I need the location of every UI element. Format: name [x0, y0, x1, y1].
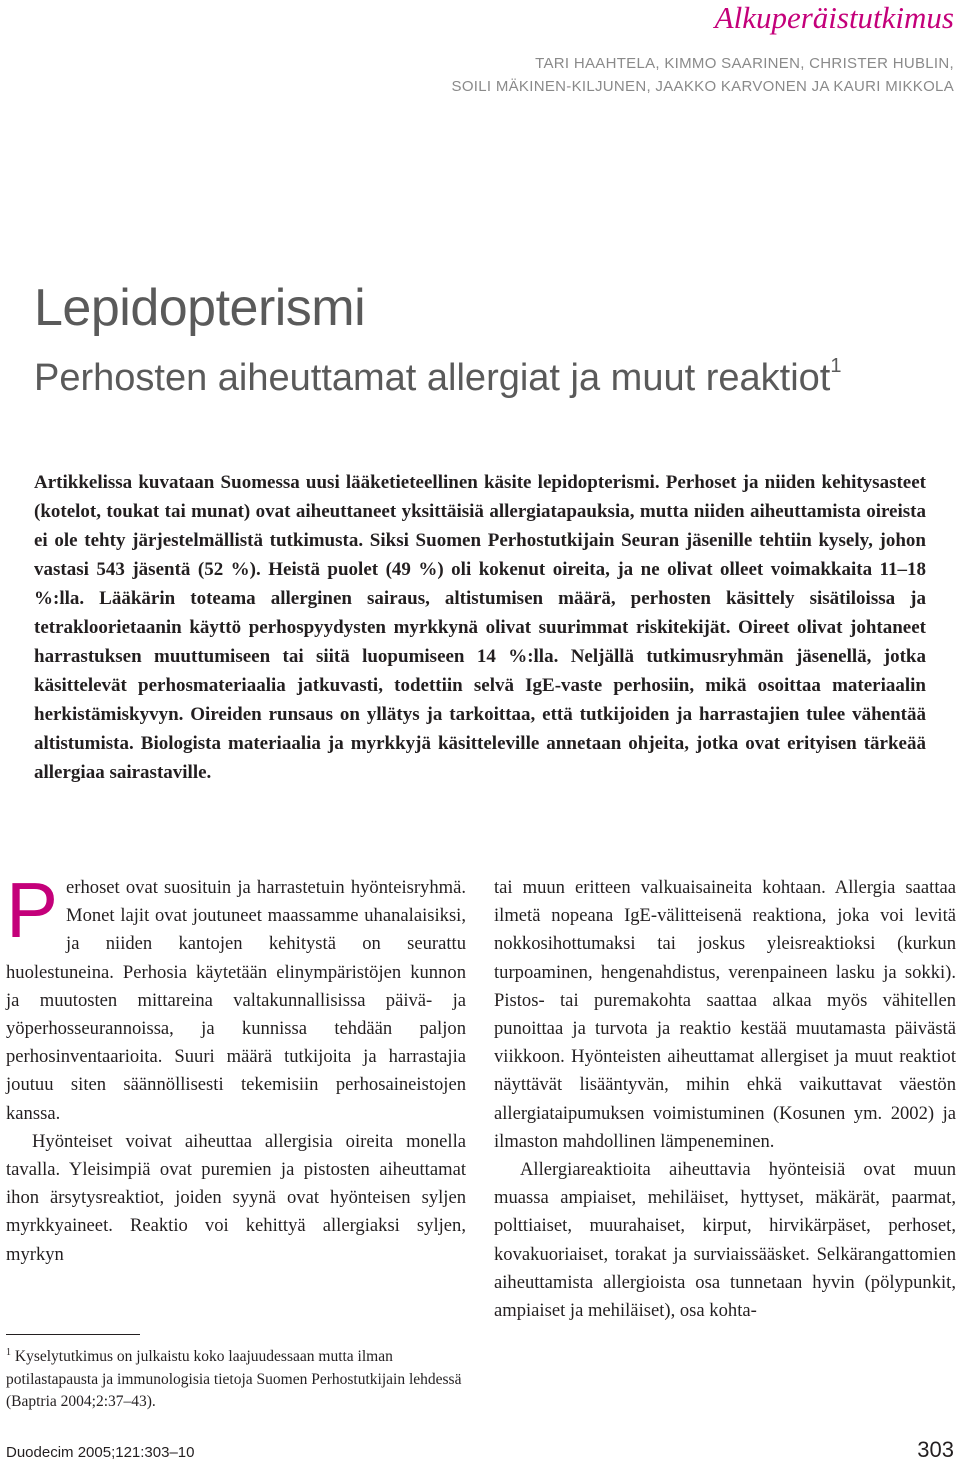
drop-cap: P	[6, 866, 59, 954]
paragraph: tai muun eritteen valkuaisaineita kohtaan. Allergia saattaa ilmetä nopeana IgE-välitteisenä reaktiona, joka voi levitä nokkosihottumaksi tai joskus yleisreaktioksi (kurkun turpoaminen, hengenahdistus, verenpaineen lasku ja sokki). Pistos- tai puremakohta saattaa alkaa myös vähitellen punoittaa ja turvota ja reaktio kestää muutamasta päivästä viikkoon. Hyönteisten aiheuttamat allergiset ja muut reaktiot näyttävät lisääntyvän, mihin ehkä vaikuttavat väestön allergiataipumuksen voimistuminen (Kosunen ym. 2002) ja ilmaston mahdollinen lämpeneminen.	[494, 877, 956, 1152]
paragraph: Allergiareaktioita aiheuttavia hyönteisiä ovat muun muassa ampiaiset, mehiläiset, hyttyset, mäkärät, paarmat, polttiaiset, muurahaiset, kirput, hirvikärpäset, perhoset, kovakuoriaiset, torakat ja surviaissääsket. Selkärangattomien aiheuttamista allergioista osa tunnetaan hyvin (pölypunkit, ampiaiset ja mehiläiset), osa kohta-	[494, 1159, 956, 1322]
footnote-text: Kyselytutkimus on julkaistu koko laajuudessaan mutta ilman potilastapausta ja immunologisia tietoja Suomen Perhostutkijain lehdessä (Baptria 2004;2:37–43).	[6, 1348, 462, 1411]
section-label: Alkuperäistutkimus	[714, 0, 954, 35]
body-column-right	[494, 874, 956, 1325]
paragraph	[6, 866, 466, 1128]
footnote-divider	[6, 1334, 140, 1335]
journal-reference: Duodecim 2005;121:303–10	[6, 1444, 195, 1461]
author-line: SOILI MÄKINEN-KILJUNEN, JAAKKO KARVONEN JA KAURI MIKKOLA	[451, 78, 954, 95]
article-subtitle	[34, 355, 841, 400]
author-line: TARI HAAHTELA, KIMMO SAARINEN, CHRISTER HUBLIN,	[535, 55, 954, 72]
footnote-mark: 1	[830, 355, 842, 377]
body-column-left	[6, 866, 466, 1269]
footnote	[6, 1342, 464, 1414]
article-title: Lepidopterismi	[34, 279, 366, 337]
page-number: 303	[917, 1437, 954, 1462]
subtitle-text: Perhosten aiheuttamat allergiat ja muut reaktiot	[34, 357, 831, 399]
paragraph-text: erhoset ovat suosituin ja harrastetuin hyönteisryhmä. Monet lajit ovat joutuneet maassamme uhanalaisiksi, ja niiden kantojen kehitystä on seurattu huolestuneina. Perhosia käytetään elinympäristöjen kunnon ja muutosten mittareina valtakunnallisissa päivä- ja yöperhosseurannoissa, ja kunnissa tehdään paljon perhosinventaarioita. Suuri määrä tutkijoita ja harrastajia joutuu siten säännöllisesti tekemisiin perhosaineistojen kanssa.	[6, 877, 466, 1124]
author-list	[452, 52, 954, 98]
footnote-number: 1	[6, 1347, 11, 1358]
abstract: Artikkelissa kuvataan Suomessa uusi lääketieteellinen käsite lepidopterismi. Perhoset ja niiden kehitysasteet (kotelot, toukat tai munat) ovat aiheuttaneet yksittäisiä allergiatapauksia, mutta niiden aiheuttamista oireista ei ole tehty järjestelmällistä tutkimusta. Siksi Suomen Perhostutkijain Seuran jäsenille tehtiin kysely, johon vastasi 543 jäsentä (52 %). Heistä puolet (49 %) oli kokenut oireita, ja ne olivat olleet voimakkaita 11–18 %:lla. Lääkärin toteama allerginen sairaus, altistumisen määrä, perhosten käsittely sisätiloissa ja tetrakloorietaanin käyttö perhospyydysten myrkkynä olivat suurimmat riskitekijät. Oireet olivat johtaneet harrastuksen muuttumiseen tai siitä luopumiseen 14 %:lla. Neljällä tutkimusryhmän jäsenellä, jotka käsittelevät perhosmateriaalia jatkuvasti, todettiin selvä IgE-vaste perhosiin, mikä osoittaa materiaalin herkistämiskyvyn. Oireiden runsaus on yllätys ja tarkoittaa, että tutkijoiden ja harrastajien tulee vähentää altistumista. Biologista materiaalia ja myrkkyjä käsitteleville annetaan ohjeita, jotka ovat erityisen tärkeää allergiaa sairastaville.	[34, 472, 926, 783]
paragraph: Hyönteiset voivat aiheuttaa allergisia oireita monella tavalla. Yleisimpiä ovat puremien ja pistosten aiheuttamat ihon ärsytysreaktiot, joiden syynä ovat hyönteisen syljen myrkkyaineet. Reaktio voi kehittyä allergiaksi syljen, myrkyn	[6, 1130, 466, 1265]
